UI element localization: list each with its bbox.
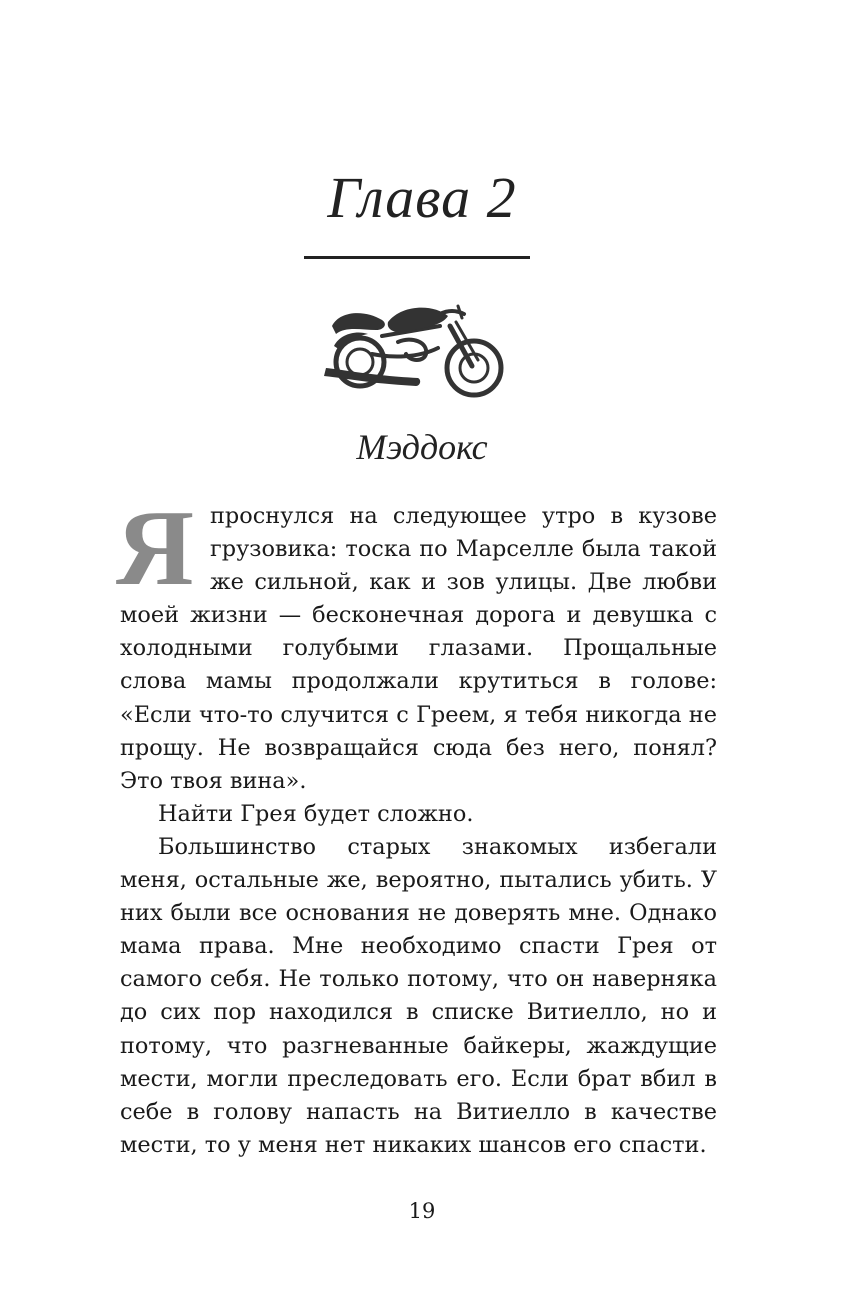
- chapter-body: [116, 489, 717, 1162]
- drop-cap: Я: [116, 489, 194, 608]
- title-divider: [304, 256, 530, 259]
- paragraph-2: Найти Грея будет сложно.: [158, 800, 474, 827]
- pov-character-name: Мэддокс: [356, 427, 488, 467]
- motorcycle-icon: [322, 296, 508, 408]
- paragraph-3: Большинство старых знакомых избегали меня, остальные же, вероятно, пытались убить. У них были все основания не доверять мне. Однако мама права. Мне необходимо спасти Грея от самого себя. Не только потому, что он наверняка до сих пор находился в списке Витиелло, но и потому, что разгневанные байкеры, жаждущие мести, могли преследовать его. Если брат вбил в себе в голову напасть на Витиелло в качестве мести, то у меня нет никаких шансов его спасти.: [120, 833, 717, 1158]
- chapter-title: Глава 2: [327, 165, 517, 230]
- paragraph-1-text: проснулся на следующее утро в кузове грузовика: тоска по Марселле была такой же сильной, как и зов улицы. Две любви моей жизни — бесконечная дорога и девушка с холодными голубыми глазами. Прощальные слова мамы продолжали крутиться в голове: «Если что-то случится с Греем, я тебя никогда не прощу. Не возвращайся сюда без него, понял? Это твоя вина».: [120, 503, 717, 794]
- page-number: 19: [408, 1199, 436, 1223]
- paragraph-1: [116, 489, 717, 798]
